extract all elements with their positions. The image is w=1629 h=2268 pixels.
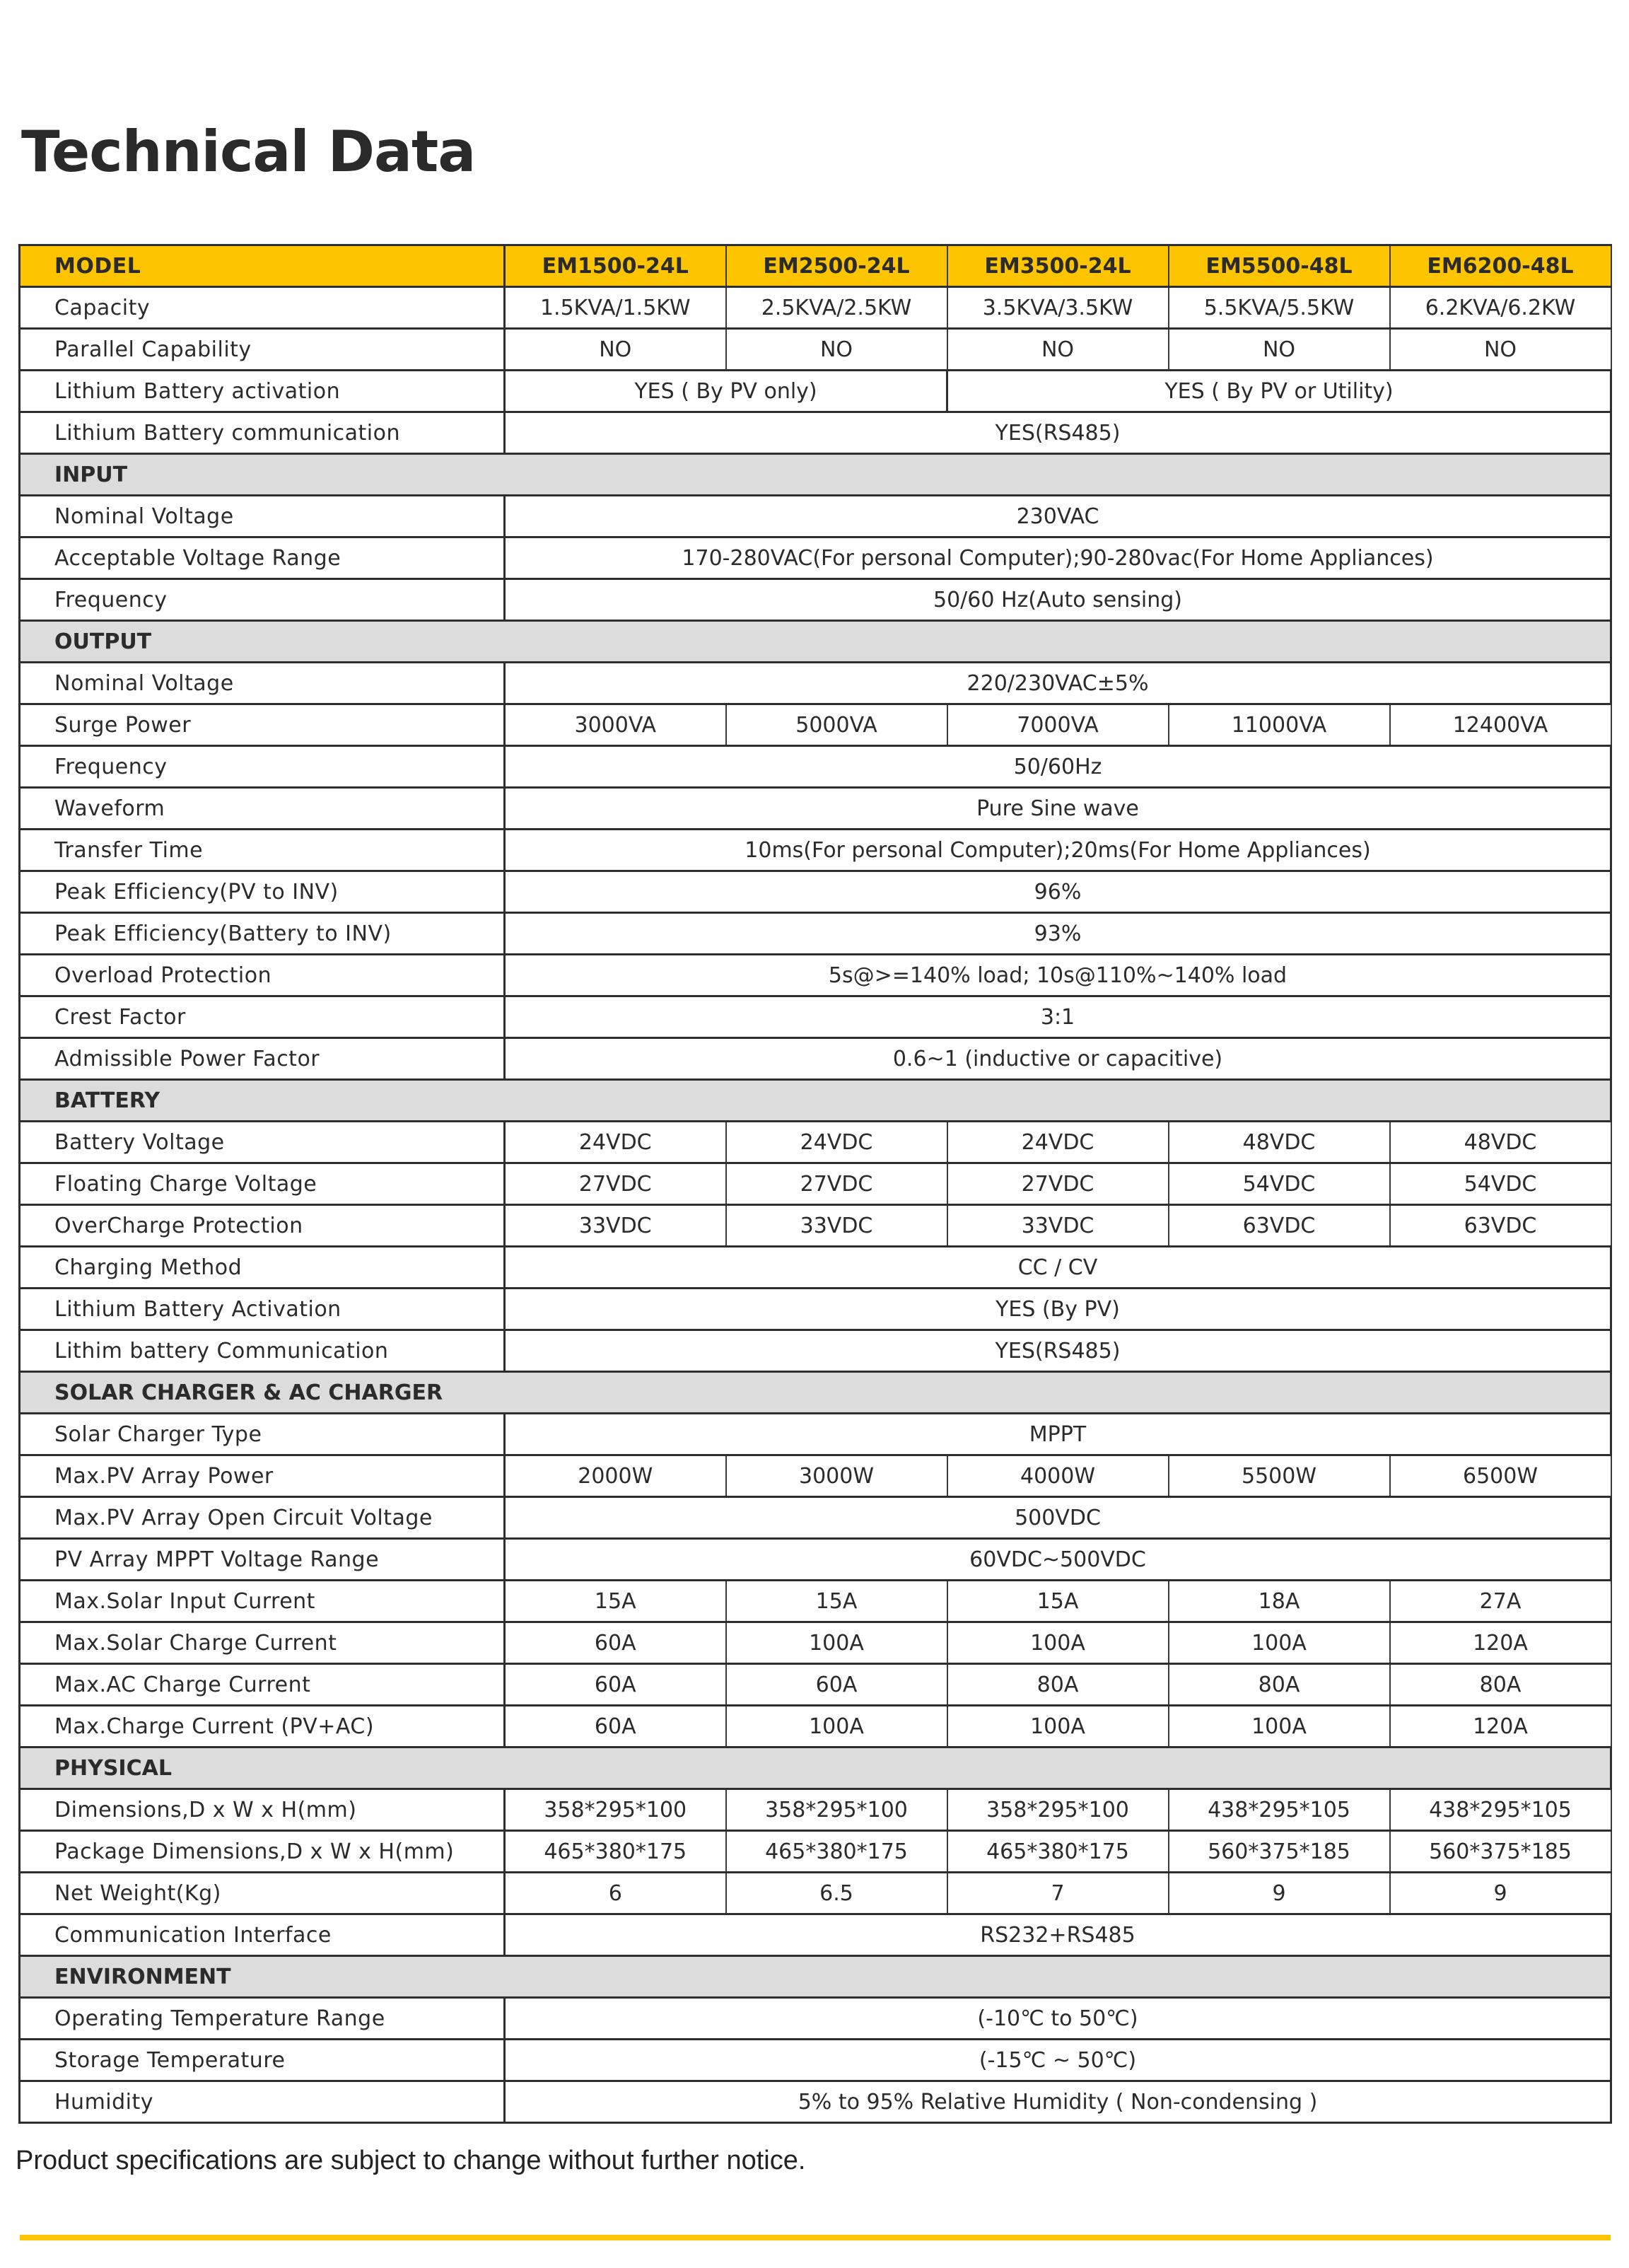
cell-value: 63VDC (1169, 1205, 1390, 1247)
cell-value: 358*295*100 (726, 1789, 947, 1831)
cell-value: Pure Sine wave (505, 788, 1611, 830)
cell-value: 10ms(For personal Computer);20ms(For Home Appliances) (505, 830, 1611, 871)
cell-value: 465*380*175 (726, 1831, 947, 1873)
row-label: Acceptable Voltage Range (20, 537, 505, 579)
cell-value: 100A (726, 1706, 947, 1747)
cell-value: NO (1169, 329, 1390, 371)
table-row (20, 1205, 1611, 1247)
model-header-4: EM5500-48L (1169, 245, 1390, 287)
cell-value: 60A (505, 1664, 726, 1706)
table-row (20, 830, 1611, 871)
cell-value: 60A (726, 1664, 947, 1706)
table-row (20, 788, 1611, 830)
cell-value: 27VDC (505, 1163, 726, 1205)
row-label: Lithium Battery activation (20, 371, 505, 412)
cell-value: 120A (1390, 1622, 1611, 1664)
cell-value: 358*295*100 (505, 1789, 726, 1831)
cell-value: 24VDC (726, 1122, 947, 1163)
row-label: Capacity (20, 287, 505, 329)
cell-value: 60A (505, 1706, 726, 1747)
row-label: Charging Method (20, 1247, 505, 1289)
cell-value: 6.5 (726, 1873, 947, 1914)
cell-value: 6.2KVA/6.2KW (1390, 287, 1611, 329)
model-header-5: EM6200-48L (1390, 245, 1611, 287)
table-row (20, 496, 1611, 537)
cell-value: NO (726, 329, 947, 371)
cell-value: 100A (726, 1622, 947, 1664)
section-title: BATTERY (20, 1080, 1611, 1122)
cell-value: 500VDC (505, 1497, 1611, 1539)
cell-value: 54VDC (1390, 1163, 1611, 1205)
row-label: Solar Charger Type (20, 1414, 505, 1455)
row-label: Overload Protection (20, 955, 505, 996)
row-label: Max.Solar Charge Current (20, 1622, 505, 1664)
cell-value: 5.5KVA/5.5KW (1169, 287, 1390, 329)
cell-value: 4000W (947, 1455, 1169, 1497)
disclaimer-notice: Product specifications are subject to change without further notice. (16, 2146, 806, 2175)
section-title: SOLAR CHARGER & AC CHARGER (20, 1372, 1611, 1414)
cell-value: 3000W (726, 1455, 947, 1497)
cell-value: 3.5KVA/3.5KW (947, 287, 1169, 329)
table-row (20, 1789, 1611, 1831)
section-title: ENVIRONMENT (20, 1956, 1611, 1998)
table-row (20, 1539, 1611, 1581)
table-row (20, 1330, 1611, 1372)
section-header-charger (20, 1372, 1611, 1414)
table-row (20, 955, 1611, 996)
table-row (20, 1414, 1611, 1455)
cell-value: 80A (1169, 1664, 1390, 1706)
table-header-row (20, 245, 1611, 287)
model-header-label: MODEL (20, 245, 505, 287)
row-label: PV Array MPPT Voltage Range (20, 1539, 505, 1581)
cell-value: 80A (1390, 1664, 1611, 1706)
cell-value: YES(RS485) (505, 412, 1611, 454)
cell-value: 5% to 95% Relative Humidity ( Non-condensing ) (505, 2081, 1611, 2123)
cell-value: 60VDC~500VDC (505, 1539, 1611, 1581)
row-label: Nominal Voltage (20, 496, 505, 537)
row-label: OverCharge Protection (20, 1205, 505, 1247)
cell-value: 7 (947, 1873, 1169, 1914)
cell-value: 7000VA (947, 704, 1169, 746)
row-label: Lithium Battery Activation (20, 1289, 505, 1330)
cell-value: 0.6~1 (inductive or capacitive) (505, 1038, 1611, 1080)
cell-value: 1.5KVA/1.5KW (505, 287, 726, 329)
cell-value: 80A (947, 1664, 1169, 1706)
cell-value: 60A (505, 1622, 726, 1664)
row-label: Max.PV Array Power (20, 1455, 505, 1497)
cell-value: 27VDC (947, 1163, 1169, 1205)
cell-value: 5s@>=140% load; 10s@110%~140% load (505, 955, 1611, 996)
model-header-2: EM2500-24L (726, 245, 947, 287)
model-header-1: EM1500-24L (505, 245, 726, 287)
cell-value: 2.5KVA/2.5KW (726, 287, 947, 329)
footer-accent-divider (20, 2235, 1611, 2240)
table-row (20, 1038, 1611, 1080)
model-header-3: EM3500-24L (947, 245, 1169, 287)
technical-data-table (18, 244, 1612, 2124)
table-row (20, 579, 1611, 621)
cell-value: 120A (1390, 1706, 1611, 1747)
cell-value: 12400VA (1390, 704, 1611, 746)
table-row (20, 704, 1611, 746)
table-row (20, 1163, 1611, 1205)
row-label: Frequency (20, 579, 505, 621)
cell-value: 48VDC (1169, 1122, 1390, 1163)
table-row (20, 1122, 1611, 1163)
table-row (20, 1622, 1611, 1664)
row-label: Max.PV Array Open Circuit Voltage (20, 1497, 505, 1539)
table-row (20, 1455, 1611, 1497)
cell-value: 220/230VAC±5% (505, 663, 1611, 704)
row-label: Parallel Capability (20, 329, 505, 371)
row-label: Battery Voltage (20, 1122, 505, 1163)
table-row (20, 1998, 1611, 2040)
row-label: Humidity (20, 2081, 505, 2123)
cell-value: 27A (1390, 1581, 1611, 1622)
cell-value: 33VDC (505, 1205, 726, 1247)
cell-value: YES ( By PV or Utility) (947, 371, 1611, 412)
section-header-battery (20, 1080, 1611, 1122)
row-label: Nominal Voltage (20, 663, 505, 704)
table-row (20, 1873, 1611, 1914)
cell-value: 170-280VAC(For personal Computer);90-280vac(For Home Appliances) (505, 537, 1611, 579)
table-row (20, 1914, 1611, 1956)
cell-value: 6500W (1390, 1455, 1611, 1497)
row-label: Crest Factor (20, 996, 505, 1038)
row-label: Package Dimensions,D x W x H(mm) (20, 1831, 505, 1873)
cell-value: 24VDC (505, 1122, 726, 1163)
cell-value: 2000W (505, 1455, 726, 1497)
section-header-environment (20, 1956, 1611, 1998)
cell-value: 54VDC (1169, 1163, 1390, 1205)
cell-value: 93% (505, 913, 1611, 955)
table-row (20, 412, 1611, 454)
cell-value: 9 (1390, 1873, 1611, 1914)
table-row (20, 371, 1611, 412)
cell-value: 465*380*175 (505, 1831, 726, 1873)
cell-value: YES ( By PV only) (505, 371, 947, 412)
section-title: PHYSICAL (20, 1747, 1611, 1789)
row-label: Floating Charge Voltage (20, 1163, 505, 1205)
section-title: OUTPUT (20, 621, 1611, 663)
row-label: Peak Efficiency(PV to INV) (20, 871, 505, 913)
cell-value: 358*295*100 (947, 1789, 1169, 1831)
row-label: Lithim battery Communication (20, 1330, 505, 1372)
table-row (20, 2040, 1611, 2081)
cell-value: NO (947, 329, 1169, 371)
row-label: Lithium Battery communication (20, 412, 505, 454)
cell-value: 230VAC (505, 496, 1611, 537)
cell-value: 3:1 (505, 996, 1611, 1038)
table-row (20, 287, 1611, 329)
table-row (20, 1831, 1611, 1873)
table-row (20, 663, 1611, 704)
row-label: Max.AC Charge Current (20, 1664, 505, 1706)
row-label: Operating Temperature Range (20, 1998, 505, 2040)
page-title: Technical Data (21, 119, 476, 185)
row-label: Transfer Time (20, 830, 505, 871)
cell-value: 96% (505, 871, 1611, 913)
table-row (20, 1497, 1611, 1539)
table-row (20, 913, 1611, 955)
cell-value: 24VDC (947, 1122, 1169, 1163)
table-row (20, 1581, 1611, 1622)
table-row (20, 329, 1611, 371)
cell-value: 5500W (1169, 1455, 1390, 1497)
row-label: Admissible Power Factor (20, 1038, 505, 1080)
cell-value: 100A (1169, 1622, 1390, 1664)
cell-value: 48VDC (1390, 1122, 1611, 1163)
cell-value: 465*380*175 (947, 1831, 1169, 1873)
row-label: Waveform (20, 788, 505, 830)
section-header-input (20, 454, 1611, 496)
table-row (20, 1664, 1611, 1706)
row-label: Peak Efficiency(Battery to INV) (20, 913, 505, 955)
row-label: Net Weight(Kg) (20, 1873, 505, 1914)
cell-value: CC / CV (505, 1247, 1611, 1289)
cell-value: 15A (726, 1581, 947, 1622)
cell-value: 560*375*185 (1390, 1831, 1611, 1873)
cell-value: (-15℃ ~ 50℃) (505, 2040, 1611, 2081)
cell-value: 6 (505, 1873, 726, 1914)
cell-value: 33VDC (726, 1205, 947, 1247)
row-label: Storage Temperature (20, 2040, 505, 2081)
cell-value: NO (1390, 329, 1611, 371)
row-label: Surge Power (20, 704, 505, 746)
cell-value: YES(RS485) (505, 1330, 1611, 1372)
cell-value: 438*295*105 (1390, 1789, 1611, 1831)
cell-value: YES (By PV) (505, 1289, 1611, 1330)
row-label: Frequency (20, 746, 505, 788)
cell-value: 27VDC (726, 1163, 947, 1205)
cell-value: 18A (1169, 1581, 1390, 1622)
table-row (20, 1289, 1611, 1330)
row-label: Dimensions,D x W x H(mm) (20, 1789, 505, 1831)
cell-value: NO (505, 329, 726, 371)
cell-value: 63VDC (1390, 1205, 1611, 1247)
cell-value: 100A (1169, 1706, 1390, 1747)
cell-value: 15A (505, 1581, 726, 1622)
cell-value: 11000VA (1169, 704, 1390, 746)
cell-value: 5000VA (726, 704, 947, 746)
table-row (20, 1706, 1611, 1747)
row-label: Max.Charge Current (PV+AC) (20, 1706, 505, 1747)
table-row (20, 2081, 1611, 2123)
cell-value: 15A (947, 1581, 1169, 1622)
table-row (20, 871, 1611, 913)
table-row (20, 996, 1611, 1038)
section-header-physical (20, 1747, 1611, 1789)
row-label: Communication Interface (20, 1914, 505, 1956)
cell-value: RS232+RS485 (505, 1914, 1611, 1956)
cell-value: (-10℃ to 50℃) (505, 1998, 1611, 2040)
table-row (20, 1247, 1611, 1289)
section-title: INPUT (20, 454, 1611, 496)
cell-value: 50/60 Hz(Auto sensing) (505, 579, 1611, 621)
cell-value: 100A (947, 1622, 1169, 1664)
cell-value: 100A (947, 1706, 1169, 1747)
cell-value: 50/60Hz (505, 746, 1611, 788)
cell-value: 438*295*105 (1169, 1789, 1390, 1831)
section-header-output (20, 621, 1611, 663)
cell-value: 33VDC (947, 1205, 1169, 1247)
table-row (20, 746, 1611, 788)
cell-value: 3000VA (505, 704, 726, 746)
row-label: Max.Solar Input Current (20, 1581, 505, 1622)
table-row (20, 537, 1611, 579)
cell-value: 560*375*185 (1169, 1831, 1390, 1873)
cell-value: 9 (1169, 1873, 1390, 1914)
cell-value: MPPT (505, 1414, 1611, 1455)
